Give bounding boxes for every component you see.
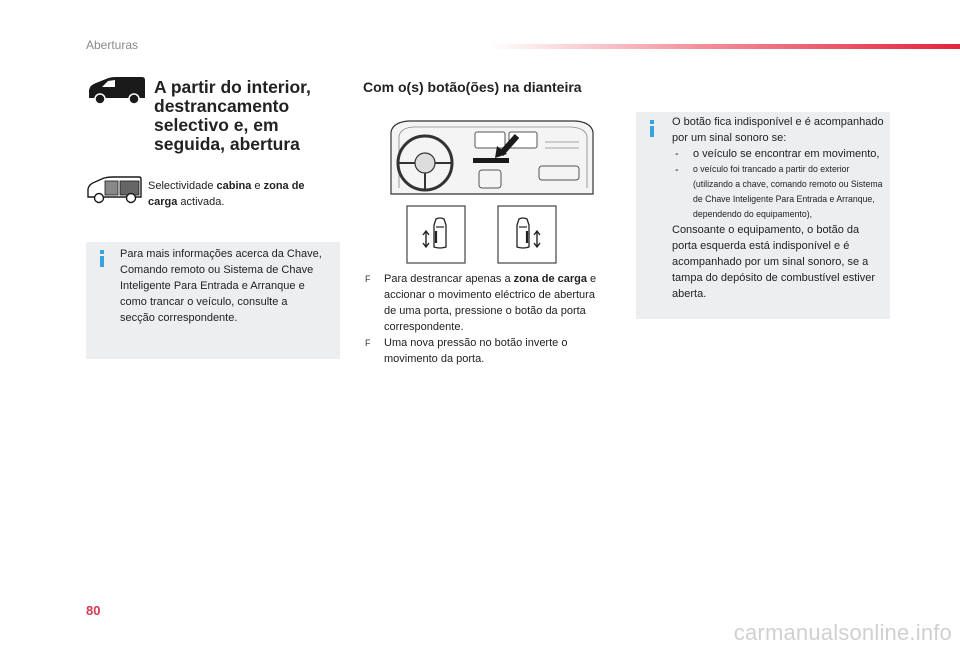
- bullet-text: Para destrancar apenas a: [384, 273, 514, 285]
- info-icon: [650, 120, 654, 137]
- list-item: [363, 335, 608, 367]
- bullet-bold-text: zona de carga: [513, 273, 587, 285]
- selectivity-cargo-zone: zona de carga: [148, 180, 305, 208]
- dashboard-illustration: [389, 118, 595, 196]
- van-icon: [86, 76, 146, 106]
- selectivity-cabin: cabina: [216, 180, 252, 192]
- page-number: 80: [86, 603, 101, 618]
- list-item: [672, 162, 886, 222]
- info-box-right: [636, 112, 890, 319]
- condition-text: o veículo se encontrar em movimento,: [693, 148, 880, 160]
- info-box-left: [86, 242, 340, 359]
- condition-list: [672, 146, 886, 222]
- section-subtitle: Com o(s) botão(ões) na dianteira: [363, 79, 582, 95]
- instruction-list: [363, 271, 608, 367]
- list-item: [672, 146, 886, 162]
- info-outro: Consoante o equipamento, o botão da porta esquerda está indisponível e é acompanhado por um sinal sonoro, se a tampa do depósito de combustível estiver aberta.: [672, 224, 876, 300]
- watermark: carmanualsonline.info: [733, 620, 952, 645]
- selectivity-conjunction: e: [251, 180, 264, 192]
- dash-marker: -: [675, 148, 679, 160]
- right-door-button-icon: [497, 205, 557, 264]
- selectivity-suffix: activada.: [177, 196, 225, 208]
- bullet-text: Uma nova pressão no botão inverte o movimento da porta.: [384, 337, 568, 365]
- dash-marker: -: [675, 164, 679, 176]
- list-item: [363, 271, 608, 335]
- page-title: A partir do interior, destrancamento selectivo e, em seguida, abertura: [154, 77, 311, 154]
- selectivity-note: [148, 178, 333, 210]
- info-text-left: Para mais informações acerca da Chave, Comando remoto ou Sistema de Chave Inteligente Para Entrada e Arranque e como trancar o veículo, consulte a secção correspondente.: [120, 248, 322, 324]
- selectivity-prefix: Selectividade: [148, 180, 217, 192]
- info-icon: [100, 250, 104, 267]
- condition-text: o veículo foi trancado a partir do exterior (utilizando a chave, comando remoto ou Sistema de Chave Inteligente Para Entrada e Arranque, dependendo do equipamento),: [693, 164, 883, 220]
- left-door-button-icon: [406, 205, 466, 264]
- section-title: Aberturas: [86, 38, 139, 52]
- bullet-glyph: F: [365, 338, 371, 348]
- info-intro: O botão fica indisponível e é acompanhado por um sinal sonoro se:: [672, 116, 884, 144]
- bullet-text: e accionar o movimento eléctrico de abertura de uma porta, pressione o botão da porta correspondente.: [384, 273, 597, 333]
- van-cargo-zone-icon: [86, 176, 142, 204]
- bullet-glyph: F: [365, 274, 371, 284]
- header-accent-bar: [490, 44, 960, 49]
